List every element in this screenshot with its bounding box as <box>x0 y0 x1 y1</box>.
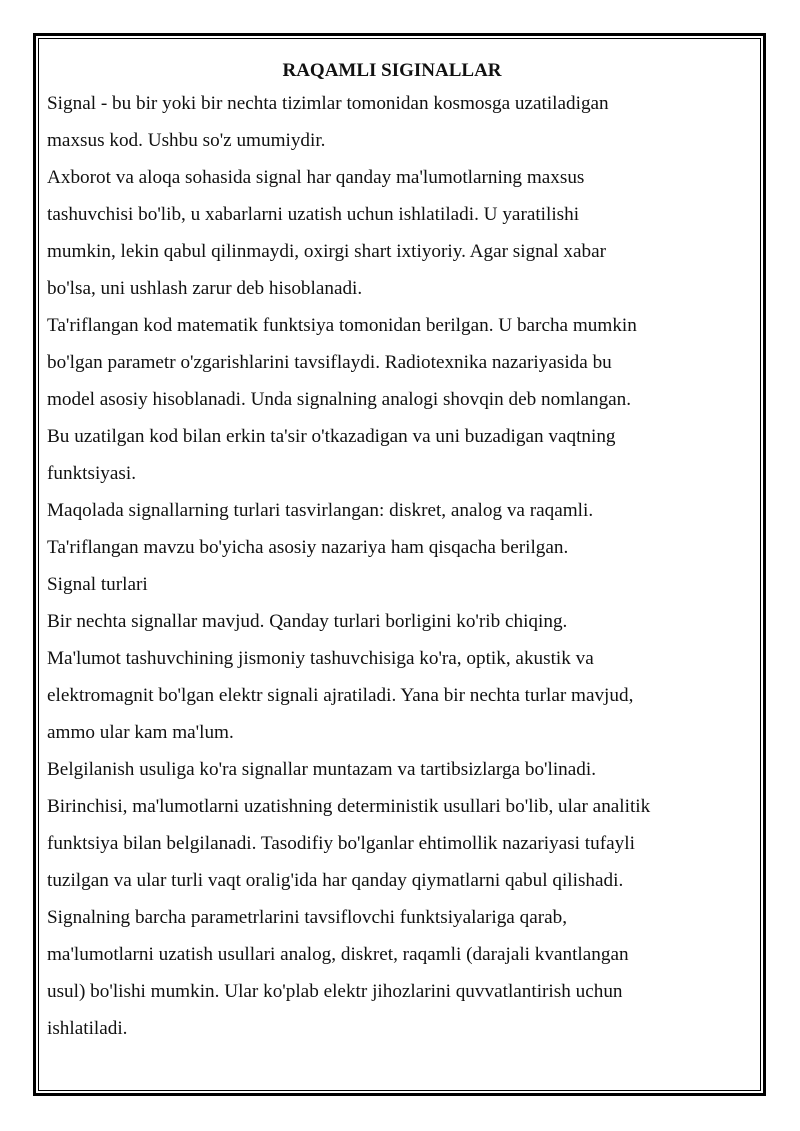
text-line: Signal - bu bir yoki bir nechta tizimlar tomonidan kosmosga uzatiladigan <box>47 93 609 114</box>
text-line: Signalning barcha parametrlarini tavsiflovchi funktsiyalariga qarab, <box>47 907 568 928</box>
text-line: tuzilgan va ular turli vaqt oralig'ida har qanday qiymatlarni qabul qilishadi. <box>47 870 624 891</box>
text-line: Belgilanish usuliga ko'ra signallar muntazam va tartibsizlarga bo'linadi. <box>47 759 596 780</box>
text-line: bo'lgan parametr o'zgarishlarini tavsiflaydi. Radiotexnika nazariyasida bu <box>47 352 612 373</box>
text-line: Bir nechta signallar mavjud. Qanday turlari borligini ko'rib chiqing. <box>47 611 568 632</box>
text-line: bo'lsa, uni ushlash zarur deb hisoblanadi. <box>47 278 363 299</box>
text-line: Ta'riflangan mavzu bo'yicha asosiy nazariya ham qisqacha berilgan. <box>47 537 569 558</box>
text-line: Ma'lumot tashuvchining jismoniy tashuvchisiga ko'ra, optik, akustik va <box>47 648 594 669</box>
text-line: tashuvchisi bo'lib, u xabarlarni uzatish uchun ishlatiladi. U yaratilishi <box>47 204 580 225</box>
text-line: ma'lumotlarni uzatish usullari analog, diskret, raqamli (darajali kvantlangan <box>47 944 629 965</box>
text-line: model asosiy hisoblanadi. Unda signalning analogi shovqin deb nomlangan. <box>47 389 632 410</box>
text-line: mumkin, lekin qabul qilinmaydi, oxirgi shart ixtiyoriy. Agar signal xabar <box>47 241 607 262</box>
document-title: RAQAMLI SIGINALLAR <box>282 60 502 81</box>
section-heading: Signal turlari <box>47 574 148 595</box>
text-line: Maqolada signallarning turlari tasvirlangan: diskret, analog va raqamli. <box>47 500 594 521</box>
text-line: Birinchisi, ma'lumotlarni uzatishning deterministik usullari bo'lib, ular analitik <box>47 796 651 817</box>
text-line: elektromagnit bo'lgan elektr signali ajratiladi. Yana bir nechta turlar mavjud, <box>47 685 634 706</box>
text-line: maxsus kod. Ushbu so'z umumiydir. <box>47 130 326 151</box>
document-body <box>47 56 737 1047</box>
text-line: usul) bo'lishi mumkin. Ular ko'plab elektr jihozlarini quvvatlantirish uchun <box>47 981 623 1002</box>
text-line: funktsiyasi. <box>47 463 137 484</box>
text-line: Bu uzatilgan kod bilan erkin ta'sir o'tkazadigan va uni buzadigan vaqtning <box>47 426 616 447</box>
text-line: Axborot va aloqa sohasida signal har qanday ma'lumotlarning maxsus <box>47 167 585 188</box>
text-line: Ta'riflangan kod matematik funktsiya tomonidan berilgan. U barcha mumkin <box>47 315 637 336</box>
text-line: ishlatiladi. <box>47 1018 128 1039</box>
text-line: funktsiya bilan belgilanadi. Tasodifiy bo'lganlar ehtimollik nazariyasi tufayli <box>47 833 635 854</box>
text-line: ammo ular kam ma'lum. <box>47 722 234 743</box>
